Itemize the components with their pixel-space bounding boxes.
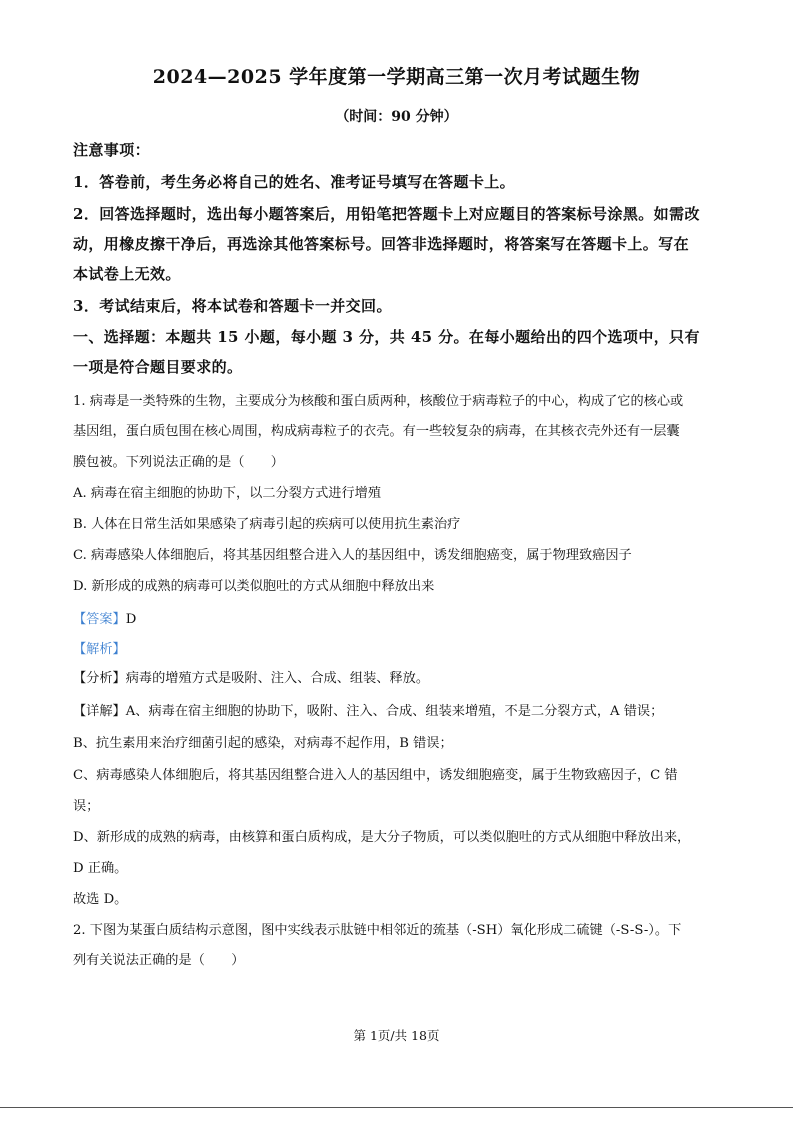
q1-stem-line-3: 膜包被。下列说法正确的是（ ） (73, 455, 284, 470)
q1-xiangjie-c-line-1: C、病毒感染人体细胞后，将其基因组整合进入人的基因组中，诱发细胞癌变，属于生物致癌因子，C 错 (73, 768, 678, 783)
q1-xiangjie-d-line-2: D 正确。 (73, 861, 128, 876)
note-3: 3．考试结束后，将本试卷和答题卡一并交回。 (73, 297, 392, 315)
notes-heading: 注意事项： (73, 141, 151, 159)
analysis-tag: 【解析】 (73, 642, 126, 657)
answer-value: D (125, 612, 137, 627)
fenxi-text: 病毒的增殖方式是吸附、注入、合成、组装、释放。 (125, 671, 430, 686)
q1-xiangjie-a (73, 700, 723, 719)
page-number: 第 1页/共 18页 (353, 1028, 440, 1043)
q1-xiangjie-c-line-2: 误； (73, 799, 100, 814)
xiangjie-a-text: A、病毒在宿主细胞的协助下，吸附、注入、合成、组装来增殖，不是二分裂方式，A 错误； (125, 704, 664, 719)
section-heading-line-2: 一项是符合题目要求的。 (73, 358, 243, 376)
q2-stem-line-1: 2. 下图为某蛋白质结构示意图，图中实线表示肽链中相邻近的巯基（-SH）氧化形成二硫键（-S-S-）。下 (73, 923, 682, 938)
answer-tag: 【答案】 (73, 612, 126, 627)
section-heading-line-1: 一、选择题：本题共 15 小题，每小题 3 分，共 45 分。在每小题给出的四个选项中，只有 (73, 328, 700, 346)
q1-fenxi (73, 667, 723, 686)
q1-conclusion: 故选 D。 (73, 892, 128, 907)
note-2-line-2: 动，用橡皮擦干净后，再选涂其他答案标号。回答非选择题时，将答案写在答题卡上。写在 (73, 235, 690, 253)
note-2-line-3: 本试卷上无效。 (73, 265, 181, 283)
note-1: 1．答卷前，考生务必将自己的姓名、准考证号填写在答题卡上。 (73, 173, 516, 191)
q1-xiangjie-b: B、抗生素用来治疗细菌引起的感染，对病毒不起作用，B 错误； (73, 736, 453, 751)
q1-option-c: C. 病毒感染人体细胞后，将其基因组整合进入人的基因组中，诱发细胞癌变，属于物理致癌因子 (73, 548, 632, 563)
q1-option-d: D. 新形成的成熟的病毒可以类似胞吐的方式从细胞中释放出来 (73, 579, 435, 594)
note-2-line-1: 2．回答选择题时，选出每小题答案后，用铅笔把答题卡上对应题目的答案标号涂黑。如需改 (73, 205, 700, 223)
xiangjie-tag: 【详解】 (73, 704, 126, 719)
q1-stem-line-1: 1. 病毒是一类特殊的生物，主要成分为核酸和蛋白质两种，核酸位于病毒粒子的中心，构成了它的核心或 (73, 394, 684, 409)
fenxi-tag: 【分析】 (73, 671, 126, 686)
q1-option-a: A. 病毒在宿主细胞的协助下，以二分裂方式进行增殖 (73, 486, 382, 501)
q2-stem-line-2: 列有关说法正确的是（ ） (73, 953, 245, 968)
q1-xiangjie-d-line-1: D、新形成的成熟的病毒，由核算和蛋白质构成，是大分子物质，可以类似胞吐的方式从细胞中释放出来， (73, 830, 691, 845)
q1-stem-line-2: 基因组，蛋白质包围在核心周围，构成病毒粒子的衣壳。有一些较复杂的病毒，在其核衣壳外还有一层囊 (73, 424, 680, 439)
q1-answer (73, 608, 723, 627)
exam-duration: （时间：90 分钟） (335, 109, 458, 125)
page-title: 2024—2025 学年度第一学期高三第一次月考试题生物 (152, 66, 641, 88)
bottom-divider (0, 1107, 793, 1108)
q1-option-b: B. 人体在日常生活如果感染了病毒引起的疾病可以使用抗生素治疗 (73, 517, 461, 532)
